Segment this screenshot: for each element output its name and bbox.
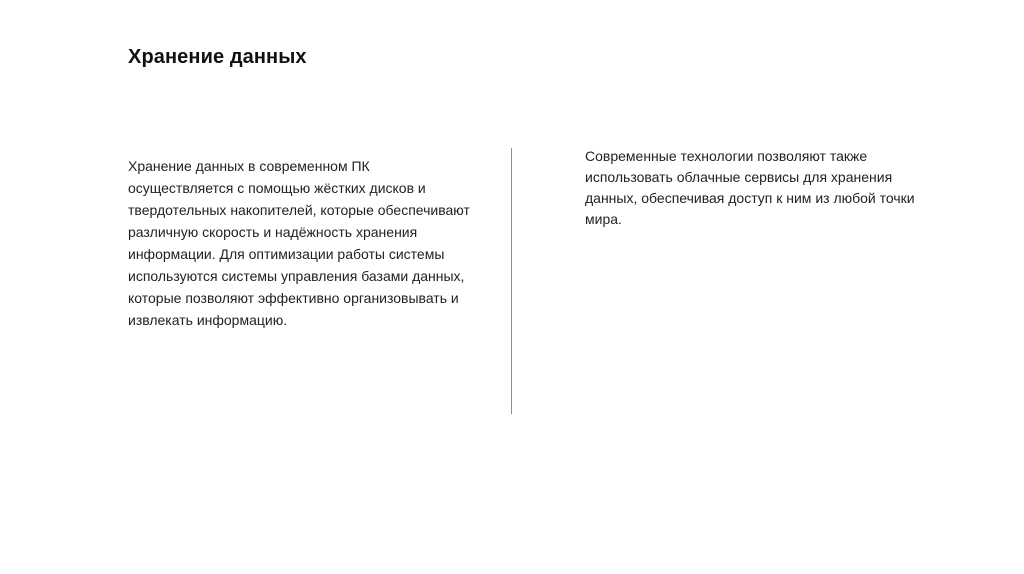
right-paragraph: Современные технологии позволяют также использовать облачные сервисы для хранения данных, обеспечивая доступ к ним из любой точки мира. — [585, 148, 915, 227]
column-divider — [511, 148, 512, 414]
slide-title: Хранение данных — [128, 46, 307, 68]
left-text-column — [128, 155, 473, 331]
right-text-column — [585, 146, 920, 230]
left-paragraph: Хранение данных в современном ПК осуществляется с помощью жёстких дисков и твердотельных накопителей, которые обеспечивают различную скорость и надёжность хранения информации. Для оптимизации работы системы используются системы управления базами данных, которые позволяют эффективно организовывать и извлекать информацию. — [128, 158, 470, 328]
